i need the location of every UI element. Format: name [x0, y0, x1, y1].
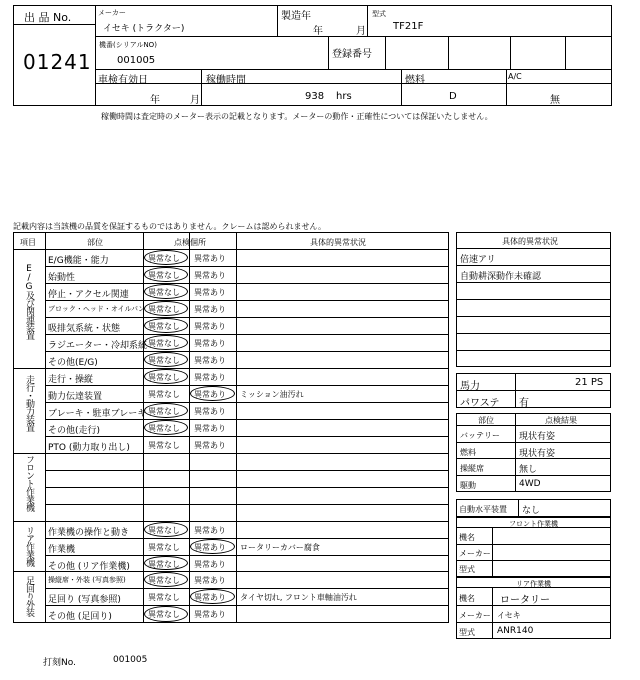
check-ok: 異常なし [148, 576, 180, 585]
check-ng: 異常あり [194, 543, 226, 552]
part-label: 停止・アクセル関連 [48, 290, 129, 300]
pawasute-value: 有 [519, 398, 529, 409]
ok-circle [144, 572, 188, 587]
seizo-month: 月 [356, 26, 366, 37]
rear-name-value: ロータリー [500, 595, 550, 606]
rear-maker-value: イセキ [497, 611, 521, 620]
check-ng: 異常あり [194, 254, 226, 263]
check-ok: 異常なし [148, 254, 180, 263]
check-ng: 異常あり [194, 526, 226, 535]
part-label: 始動性 [48, 273, 76, 283]
part-label: 足回り (写真参照) [48, 595, 121, 605]
part-label: その他(E/G) [48, 358, 98, 368]
rear-model-label: 型式 [459, 628, 475, 637]
shuppin-number: 01241 [23, 50, 92, 74]
auto-level-label: 自動水平装置 [459, 505, 507, 514]
quality-notice: 記載内容は当該機の品質を保証するものではありません。クレームは認められません。 [13, 222, 326, 231]
check-ng: 異常あり [194, 356, 226, 365]
row-divider [45, 419, 449, 420]
front-model-label: 型式 [459, 565, 475, 574]
row-divider [45, 588, 449, 589]
ok-circle [144, 522, 188, 537]
power-label: 馬力 [460, 381, 480, 392]
check-ng: 異常あり [194, 305, 226, 314]
rear-implement-title: リア作業機 [516, 580, 551, 588]
row-divider [45, 334, 449, 335]
row-divider [45, 351, 449, 352]
row-divider [45, 402, 449, 403]
shaken-year: 年 [150, 95, 160, 106]
shuppin-label: 出 品 No. [24, 11, 72, 24]
row-divider [45, 470, 449, 471]
detail-line-1: 倍速アリ [460, 255, 496, 265]
detail-box-header: 具体的異常状況 [502, 237, 558, 246]
hours-value: 938 [305, 91, 325, 102]
detail-text: ロータリーカバー腐食 [240, 543, 320, 552]
detail-text: タイヤ切れ, フロント車軸油汚れ [240, 593, 357, 602]
inspect-part-3: 操縦席 [460, 464, 484, 473]
header-koumoku: 項目 [20, 238, 36, 247]
check-ok: 異常なし [148, 288, 180, 297]
check-ng: 異常あり [194, 373, 226, 382]
ok-circle [144, 420, 188, 435]
check-ok: 異常なし [148, 441, 180, 450]
rear-name-label: 機名 [459, 594, 475, 603]
row-divider [45, 605, 449, 606]
serial-value: 001005 [117, 55, 156, 66]
check-ng: 異常あり [194, 390, 226, 399]
part-label: 吸排気系統・状態 [48, 324, 121, 334]
front-name-label: 機名 [459, 533, 475, 542]
check-ng: 異常あり [194, 424, 226, 433]
rear-model-value: ANR140 [497, 626, 534, 636]
hours-unit: hrs [336, 91, 352, 102]
seizo-year: 年 [313, 26, 323, 37]
check-ng: 異常あり [194, 610, 226, 619]
check-ok: 異常なし [148, 373, 180, 382]
ac-value: 無 [550, 95, 560, 106]
check-ng: 異常あり [194, 560, 226, 569]
check-ng: 異常あり [194, 407, 226, 416]
ok-circle [144, 556, 188, 570]
pawasute-label: パワステ [460, 398, 500, 409]
serial-label: 機番(シリアルNO) [99, 41, 157, 49]
check-ng: 異常あり [194, 322, 226, 331]
inspect-part-1: バッテリー [460, 431, 500, 440]
stamp-value: 001005 [113, 655, 148, 665]
part-label: ブロック・ヘッド・オイルパン [48, 305, 146, 313]
check-ok: 異常なし [148, 339, 180, 348]
maker-label: メーカー [98, 9, 126, 17]
row-divider [45, 317, 449, 318]
ok-circle [144, 606, 188, 622]
check-ok: 異常なし [148, 526, 180, 535]
inspect-part-label: 部位 [478, 416, 494, 425]
check-ok: 異常なし [148, 271, 180, 280]
model-label: 型式 [372, 10, 386, 18]
check-ng: 異常あり [194, 271, 226, 280]
part-label: ブレーキ・駐車ブレーキ [48, 409, 147, 419]
section-front: フロント作業機 [24, 455, 34, 511]
fuel-label: 燃料 [405, 75, 425, 86]
header-buui: 部位 [87, 238, 103, 247]
check-ok: 異常なし [148, 322, 180, 331]
shaken-label: 車検有効日 [98, 75, 148, 86]
section-exterior: 足回り外装 [24, 576, 34, 616]
check-ok: 異常なし [148, 305, 180, 314]
row-divider [45, 266, 449, 267]
section-eg: E/G及び関連装置 [24, 264, 34, 339]
seizo-label: 製造年 [281, 11, 311, 22]
part-label: ラジエーター・冷却系統 [48, 341, 148, 351]
maker-value: イセキ (トラクター) [103, 24, 185, 34]
ok-circle [144, 352, 188, 367]
inspect-part-2: 燃料 [460, 448, 476, 457]
part-label: その他 (リア作業機) [48, 562, 130, 572]
check-ok: 異常なし [148, 356, 180, 365]
check-ng: 異常あり [194, 339, 226, 348]
part-label: その他(走行) [48, 426, 101, 436]
row-divider [45, 385, 449, 386]
section-drive: 走行・動力装置 [24, 375, 34, 431]
row-divider [45, 300, 449, 301]
hours-label: 稼働時間 [206, 75, 246, 86]
fuel-value: D [449, 91, 457, 102]
front-maker-label: メーカー [459, 549, 491, 558]
auto-level-value: なし [522, 506, 541, 516]
part-label: 動力伝達装置 [48, 392, 103, 402]
check-ok: 異常なし [148, 407, 180, 416]
detail-line-2: 自動耕深動作未確認 [460, 272, 542, 282]
ok-circle [144, 284, 188, 299]
part-label: E/G機能・能力 [48, 256, 109, 266]
stamp-label: 打刻No. [43, 658, 76, 668]
check-ok: 異常なし [148, 560, 180, 569]
check-ok: 異常なし [148, 424, 180, 433]
ng-circle [190, 589, 235, 604]
check-ok: 異常なし [148, 543, 180, 552]
check-ok: 異常なし [148, 610, 180, 619]
inspect-result-1: 現状有姿 [519, 432, 556, 442]
ac-label: A/C [508, 72, 522, 81]
row-divider [45, 283, 449, 284]
inspect-result-2: 現状有姿 [519, 449, 556, 459]
row-divider [45, 436, 449, 437]
model-value: TF21F [393, 21, 424, 32]
part-label: 作業機の操作と動き [48, 528, 130, 538]
check-ng: 異常あり [194, 576, 226, 585]
shaken-month: 月 [190, 95, 200, 106]
check-ok: 異常なし [148, 593, 180, 602]
check-ng: 異常あり [194, 288, 226, 297]
check-ng: 異常あり [194, 593, 226, 602]
row-divider [45, 504, 449, 505]
part-label: PTO (動力取り出し) [48, 443, 130, 453]
header-tenken: 点検個所 [174, 238, 206, 247]
section-rear: リア作業機 [24, 526, 34, 566]
registration-label: 登録番号 [332, 49, 372, 60]
check-ok: 異常なし [148, 390, 180, 399]
power-value: 21 PS [575, 377, 604, 388]
part-label: 操縦席・外装 (写真参照) [48, 576, 126, 584]
rear-maker-label: メーカー [459, 611, 491, 620]
inspect-result-4: 4WD [519, 479, 541, 489]
part-label: 走行・操縦 [48, 375, 94, 385]
detail-text: ミッション油汚れ [240, 390, 304, 399]
ok-circle [144, 267, 188, 282]
ok-circle [144, 250, 188, 265]
inspect-part-4: 駆動 [460, 481, 476, 490]
row-divider [45, 487, 449, 488]
hours-notice: 稼働時間は査定時のメーター表示の記載となります。メーターの動作・正確性については保証いたしません。 [101, 112, 493, 121]
ok-circle [144, 318, 188, 333]
ng-circle [190, 386, 235, 401]
ok-circle [144, 301, 188, 316]
row-divider [45, 538, 449, 539]
header-detail: 具体的異常状況 [310, 238, 366, 247]
ok-circle [144, 403, 188, 418]
part-label: その他 (足回り) [48, 612, 112, 622]
ok-circle [144, 335, 188, 350]
check-ng: 異常あり [194, 441, 226, 450]
row-divider [45, 555, 449, 556]
ng-circle [190, 539, 235, 554]
inspect-result-label: 点検結果 [545, 416, 577, 425]
inspect-result-3: 無し [519, 465, 538, 475]
ok-circle [144, 369, 188, 384]
part-label: 作業機 [48, 545, 76, 555]
front-implement-title: フロント作業機 [509, 520, 558, 528]
